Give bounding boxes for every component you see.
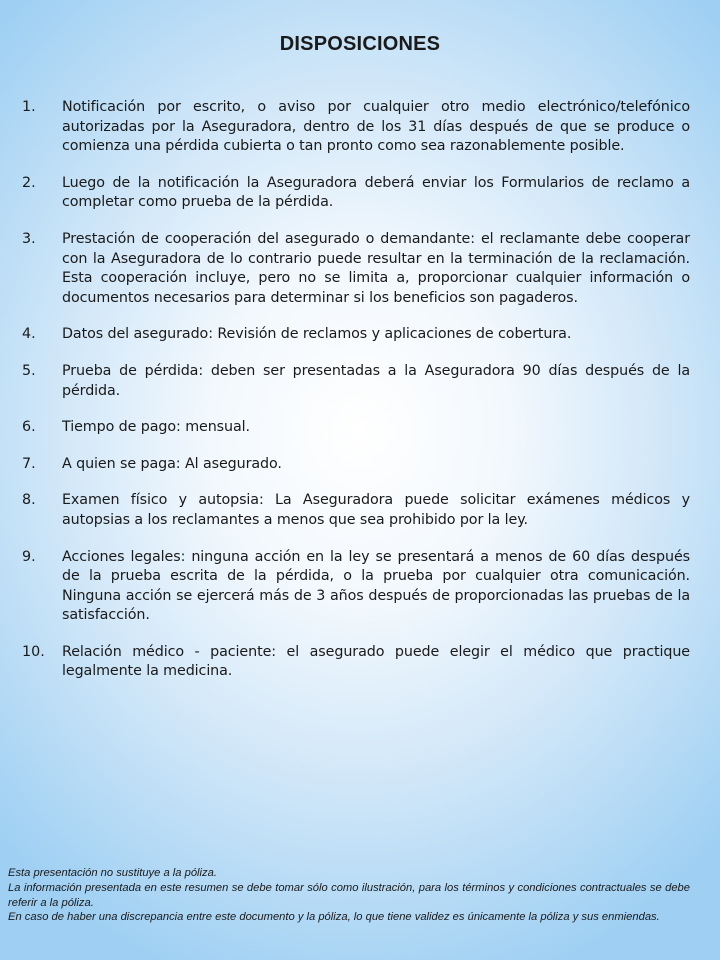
page-title: DISPOSICIONES — [279, 33, 441, 55]
list-item — [22, 643, 690, 682]
provisions-list — [22, 98, 690, 699]
list-item — [22, 325, 690, 345]
disclaimer-line: La información presentada en este resumen se debe tomar sólo como ilustración, para los términos y condiciones contractuales se debe referir a la póliza. — [8, 881, 690, 909]
list-item — [22, 455, 690, 475]
list-item — [22, 491, 690, 530]
disclaimer-footer — [8, 866, 690, 925]
item-text: Luego de la notificación la Aseguradora deberá enviar los Formularios de reclamo a completar como prueba de la pérdida. — [62, 174, 690, 211]
item-number: 10. — [22, 643, 45, 660]
item-number: 2. — [22, 174, 36, 191]
item-number: 4. — [22, 326, 36, 343]
item-number: 6. — [22, 419, 36, 436]
item-number: 3. — [22, 230, 36, 247]
item-number: 5. — [22, 362, 36, 379]
item-text: Acciones legales: ninguna acción en la ley se presentará a menos de 60 días después de la prueba escrita de la pérdida, o la prueba por cualquier otra comunicación. Ninguna acción se ejercerá más de 3 años después de proporcionadas las pruebas de la satisfacción. — [62, 548, 690, 624]
list-item — [22, 174, 690, 213]
list-item — [22, 362, 690, 401]
item-number: 7. — [22, 455, 36, 472]
list-item — [22, 548, 690, 626]
item-number: 8. — [22, 492, 36, 509]
item-text: Examen físico y autopsia: La Aseguradora puede solicitar exámenes médicos y autopsias a los reclamantes a menos que sea prohibido por la ley. — [62, 492, 690, 528]
disclaimer-line: En caso de haber una discrepancia entre este documento y la póliza, lo que tiene validez es únicamente la póliza y sus enmiendas. — [8, 911, 660, 924]
item-text: Datos del asegurado: Revisión de reclamos y aplicaciones de cobertura. — [62, 326, 572, 343]
item-number: 9. — [22, 548, 36, 565]
item-number: 1. — [22, 99, 36, 115]
item-text: A quien se paga: Al asegurado. — [62, 455, 282, 472]
item-text: Relación médico - paciente: el asegurado puede elegir el médico que practique legalmente la medicina. — [62, 643, 690, 680]
item-text: Notificación por escrito, o aviso por cualquier otro medio electrónico/telefónico autorizadas por la Aseguradora, dentro de los 31 días después de que se produce o comienza una pérdida cubierta o tan pronto como sea razonablemente posible. — [62, 99, 690, 155]
item-text: Prueba de pérdida: deben ser presentadas a la Aseguradora 90 días después de la pérdida. — [62, 362, 690, 399]
list-item — [22, 418, 690, 438]
item-text: Prestación de cooperación del asegurado o demandante: el reclamante debe cooperar con la Aseguradora de lo contrario puede resultar en la terminación de la reclamación. Esta cooperación incluye, pero no se limita a, proporcionar cualquier información o documentos necesarios para determinar si los beneficios son pagaderos. — [62, 230, 690, 306]
disclaimer-line: Esta presentación no sustituye a la póliza. — [8, 867, 217, 879]
list-item — [22, 98, 690, 157]
item-text: Tiempo de pago: mensual. — [62, 419, 250, 436]
list-item — [22, 230, 690, 308]
